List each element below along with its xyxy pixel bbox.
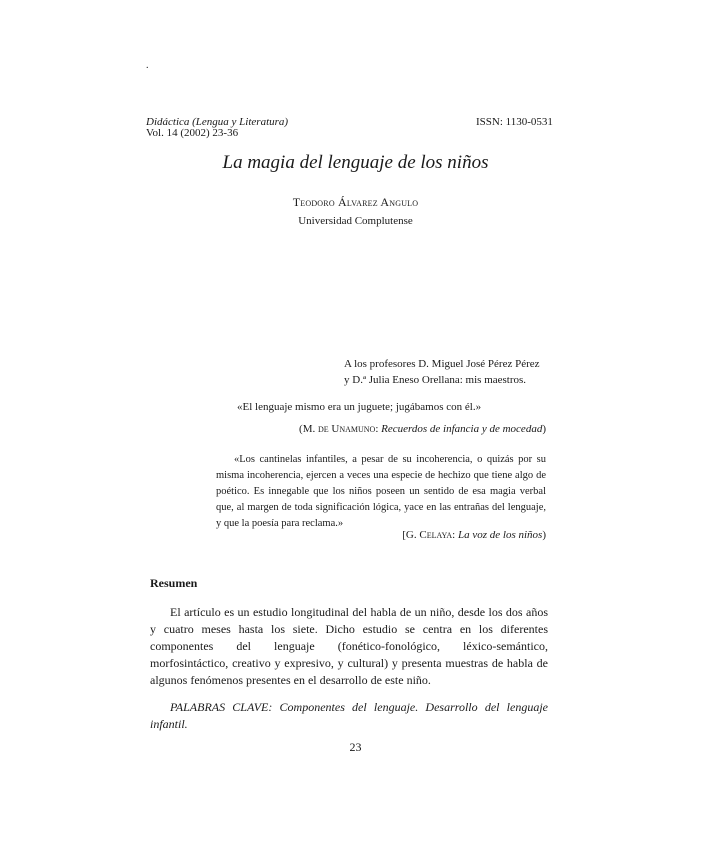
epigraph-2-work: La voz de los niños — [457, 529, 543, 541]
abstract-text: El artículo es un estudio longitudinal del habla de un niño, desde los dos años y cuatro meses hasta los siete. Dicho estudio se centra en los diferentes componentes del lenguaje (fonético-fonológico, léxico-semántico, morfosintáctico, creativo y expresivo, y cultural) y presenta muestras de habla de algunos fenómenos presentes en el desarrollo de este niño. — [150, 605, 548, 687]
article-title: La magia del lenguaje de los niños — [222, 152, 489, 173]
epigraph-2-author: [G. Celaya: — [402, 529, 456, 541]
issn: ISSN: 1130-0531 — [476, 116, 553, 128]
abstract-heading: Resumen — [150, 576, 198, 590]
page-number: 23 — [349, 740, 362, 754]
dedication — [344, 356, 554, 388]
stray-mark: . — [146, 60, 149, 71]
epigraph-1-citation — [296, 423, 546, 435]
keywords-text: Componentes del lenguaje. Desarrollo del lenguaje infantil. — [150, 700, 548, 731]
journal-volume: Vol. 14 (2002) 23-36 — [146, 127, 239, 139]
epigraph-1-author: (M. de Unamuno: — [299, 423, 379, 435]
epigraph-2-citation — [398, 529, 546, 541]
author-affiliation: Universidad Complutense — [298, 215, 413, 227]
keywords — [150, 699, 548, 733]
epigraph-2-close: ) — [542, 529, 546, 541]
journal-name: Didáctica (Lengua y Literatura) — [146, 116, 289, 128]
epigraph-1-work: Recuerdos de infancia y de mocedad — [381, 423, 543, 435]
epigraph-1-close: ) — [542, 423, 546, 435]
dedication-line-2: y D.ª Julia Eneso Orellana: mis maestros. — [344, 374, 527, 386]
epigraph-2-quote: «Los cantinelas infantiles, a pesar de su incoherencia, o quizás por su misma incoherencia, ejercen a veces una especie de hechizo que tiene algo de poético. Es innegable que los niños poseen un sentido de esa magia verbal que, al margen de toda significación lógica, yace en las entrañas del lenguaje, y que la poesía para reclama.» — [216, 454, 546, 529]
keywords-label: PALABRAS CLAVE: — [170, 700, 273, 714]
author-name: Teodoro Álvarez Angulo — [292, 195, 419, 209]
epigraph-1-quote: «El lenguaje mismo era un juguete; jugábamos con él.» — [237, 401, 482, 413]
dedication-line-1: A los profesores D. Miguel José Pérez Pérez — [344, 358, 540, 370]
